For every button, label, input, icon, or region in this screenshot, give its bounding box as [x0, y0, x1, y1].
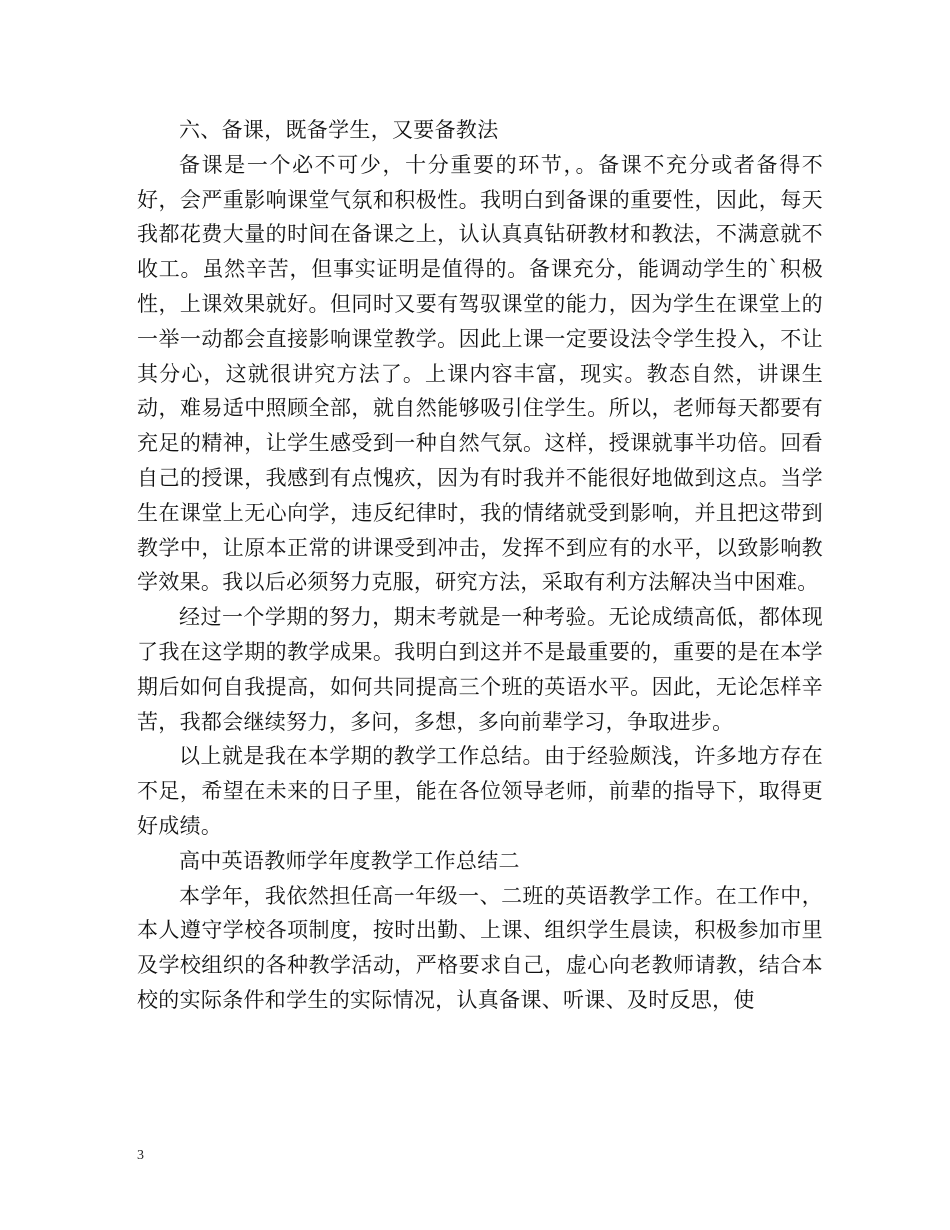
paragraph-final-exam: 经过一个学期的努力，期末考就是一种考验。无论成绩高低，都体现了我在这学期的教学成果。我明白到这并不是最重要的，重要的是在本学期后如何自我提高，如何共同提高三个班的英语水平。因此，无论怎样辛苦，我都会继续努力，多问，多想，多向前辈学习，争取进步。 — [137, 605, 823, 734]
paragraph-lesson-preparation: 备课是一个必不可少，十分重要的环节，。备课不充分或者备得不好，会严重影响课堂气氛和积极性。我明白到备课的重要性，因此，每天我都花费大量的时间在备课之上，认认真真钻研教材和教法，不满意就不收工。虽然辛苦，但事实证明是值得的。备课充分，能调动学生的`积极性，上课效果就好。但同时又要有驾驭课堂的能力，因为学生在课堂上的一举一动都会直接影响课堂教学。因此上课一定要设法令学生投入，不让其分心，这就很讲究方法了。上课内容丰富，现实。教态自然，讲课生动，难易适中照顾全部，就自然能够吸引住学生。所以，老师每天都要有充足的精神，让学生感受到一种自然气氛。这样，授课就事半功倍。回看自己的授课，我感到有点愧疚，因为有时我并不能很好地做到这点。当学生在课堂上无心向学，违反纪律时，我的情绪就受到影响，并且把这带到教学中，让原本正常的讲课受到冲击，发挥不到应有的水平，以致影响教学效果。我以后必须努力克服，研究方法，采取有利方法解决当中困难。 — [137, 152, 823, 595]
page-number: 3 — [137, 1148, 144, 1163]
section-heading: 六、备课，既备学生，又要备教法 — [179, 118, 499, 142]
second-report-heading: 高中英语教师学年度教学工作总结二 — [179, 848, 520, 873]
paragraph-summary: 以上就是我在本学期的教学工作总结。由于经验颇浅，许多地方存在不足，希望在未来的日子里，能在各位领导老师，前辈的指导下，取得更好成绩。 — [137, 744, 823, 838]
document-body — [137, 113, 823, 1018]
paragraph-second-report-intro: 本学年，我依然担任高一年级一、二班的英语教学工作。在工作中，本人遵守学校各项制度，按时出勤、上课、组织学生晨读，积极参加市里及学校组织的各种教学活动，严格要求自己，虚心向老教师请教，结合本校的实际条件和学生的实际情况，认真备课、听课、及时反思，使 — [137, 883, 823, 1012]
